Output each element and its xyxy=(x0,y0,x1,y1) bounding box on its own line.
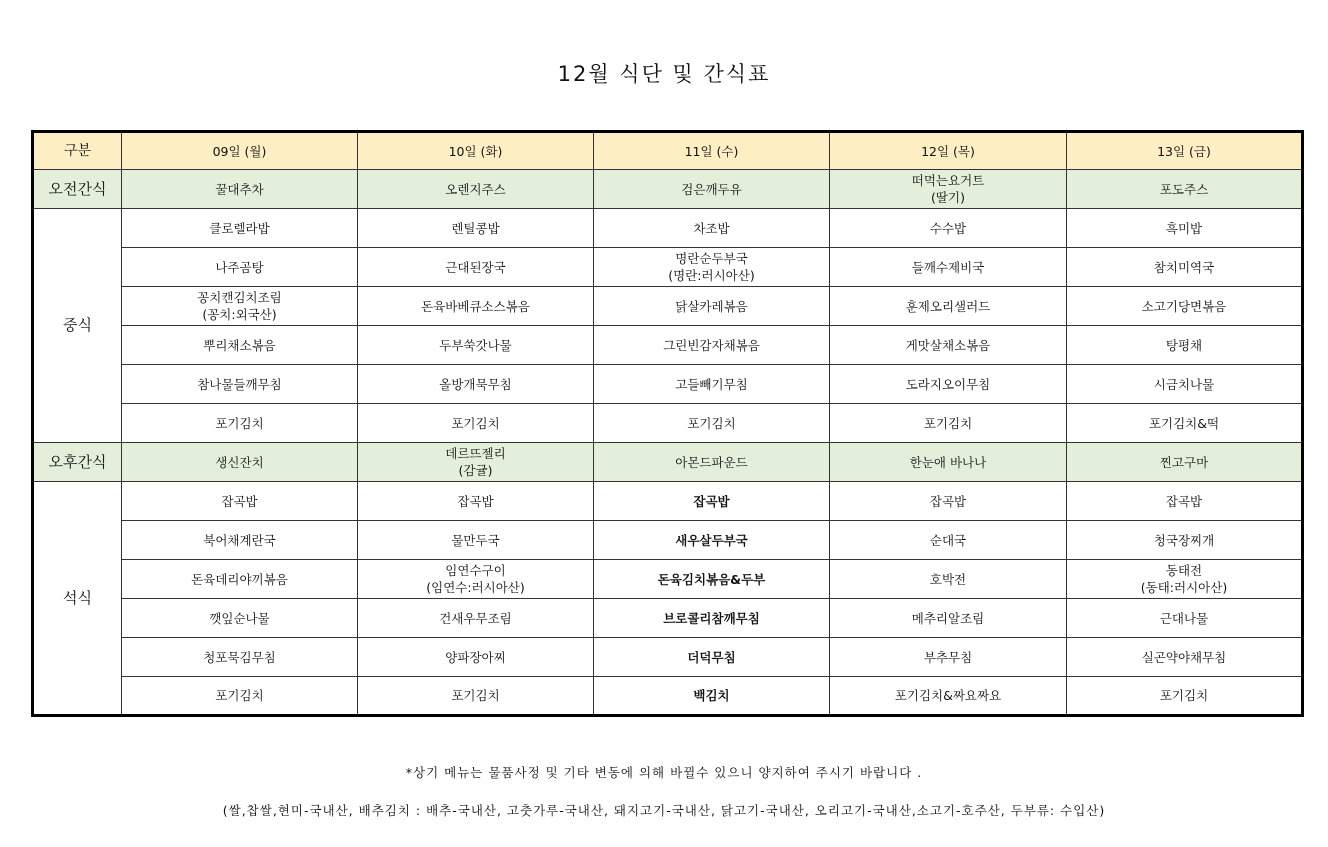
menu-cell xyxy=(830,443,1067,482)
menu-cell xyxy=(830,404,1067,443)
menu-cell xyxy=(830,521,1067,560)
table-row xyxy=(33,599,1303,638)
menu-cell xyxy=(358,248,594,287)
menu-cell xyxy=(594,326,830,365)
menu-cell xyxy=(122,170,358,209)
menu-item-name: 새우살두부국 xyxy=(675,532,748,548)
table-row xyxy=(33,521,1303,560)
menu-item-note: (임연수:러시아산) xyxy=(426,580,525,595)
menu-cell xyxy=(1067,170,1303,209)
menu-item-name: 더덕무침 xyxy=(687,649,736,665)
menu-item-name: 포기김치&짜요짜요 xyxy=(894,688,1002,703)
menu-cell xyxy=(1067,560,1303,599)
menu-cell xyxy=(594,638,830,677)
menu-cell xyxy=(1067,638,1303,677)
menu-item-name: 그린빈감자채볶음 xyxy=(663,337,760,353)
origin-text: (쌀,찹쌀,현미-국내산, 배추김치 : 배추-국내산, 고춧가루-국내산, 돼지고기-국내산, 닭고기-국내산, 오리고기-국내산,소고기-호주산, 두부류: 수입산) xyxy=(222,803,1106,818)
menu-cell xyxy=(358,638,594,677)
menu-cell xyxy=(358,599,594,638)
menu-cell xyxy=(358,482,594,521)
table-row xyxy=(33,482,1303,521)
menu-cell xyxy=(122,521,358,560)
menu-cell xyxy=(1067,521,1303,560)
category-afternoon-snack: 오후간식 xyxy=(33,443,122,482)
menu-item-name: 참나물들깨무침 xyxy=(197,376,282,392)
menu-item-name: 부추무침 xyxy=(923,649,973,665)
menu-item-name: 뿌리채소볶음 xyxy=(203,337,276,353)
notice-text: *상기 메뉴는 물품사정 및 기타 변동에 의해 바뀔수 있으니 양지하여 주시기 바랍니다 . xyxy=(405,765,923,780)
menu-item-name: 두부쑥갓나물 xyxy=(439,337,512,353)
menu-item-name: 명란순두부국 xyxy=(675,251,748,266)
menu-item-name: 꿀대추차 xyxy=(215,181,264,197)
menu-cell xyxy=(358,287,594,326)
menu-item-name: 청포묵김무침 xyxy=(203,649,276,665)
menu-cell xyxy=(358,521,594,560)
menu-cell xyxy=(830,560,1067,599)
menu-item-name: 근대나물 xyxy=(1159,610,1209,626)
menu-item-name: 물만두국 xyxy=(451,532,500,548)
menu-item-name: 돈육바베큐소스볶음 xyxy=(421,298,530,314)
category-lunch: 중식 xyxy=(33,209,122,443)
menu-item-name: 오렌지주스 xyxy=(445,181,506,197)
menu-item-name: 생신잔치 xyxy=(215,454,264,470)
menu-cell xyxy=(594,521,830,560)
menu-item-name: 고들빼기무침 xyxy=(675,376,748,392)
menu-table xyxy=(31,130,1304,717)
menu-cell xyxy=(830,365,1067,404)
menu-cell xyxy=(122,248,358,287)
menu-item-name: 도라지오이무침 xyxy=(905,376,991,392)
menu-cell xyxy=(594,170,830,209)
table-row xyxy=(33,326,1303,365)
menu-cell xyxy=(830,209,1067,248)
page-title: 12월 식단 및 간식표 xyxy=(557,62,771,86)
menu-item-name: 돈육김치볶음&두부 xyxy=(657,571,766,587)
menu-item-name: 차조밥 xyxy=(693,220,730,236)
menu-cell xyxy=(1067,287,1303,326)
menu-item-name: 한눈애 바나나 xyxy=(909,454,987,470)
menu-item-name: 메추리알조림 xyxy=(911,610,985,626)
header-day-3: 11일 (수) xyxy=(594,132,830,170)
menu-item-name: 포기김치 xyxy=(215,415,264,431)
table-header-row xyxy=(33,132,1303,170)
menu-cell xyxy=(122,287,358,326)
menu-cell xyxy=(122,404,358,443)
menu-cell xyxy=(1067,365,1303,404)
menu-item-name: 잡곡밥 xyxy=(693,493,730,509)
menu-cell xyxy=(122,560,358,599)
menu-item-name: 브로콜리참깨무침 xyxy=(663,610,760,626)
menu-cell xyxy=(122,638,358,677)
menu-cell xyxy=(122,482,358,521)
menu-item-name: 청국장찌개 xyxy=(1153,532,1215,548)
menu-item-name: 수수밥 xyxy=(929,220,967,236)
menu-item-name: 양파장아찌 xyxy=(445,649,506,665)
menu-cell xyxy=(358,209,594,248)
menu-cell xyxy=(830,677,1067,716)
menu-item-name: 북어채계란국 xyxy=(203,532,276,548)
menu-item-name: 근대된장국 xyxy=(445,259,506,275)
menu-cell xyxy=(358,365,594,404)
menu-item-name: 잡곡밥 xyxy=(457,493,494,509)
menu-item-note: (감귤) xyxy=(458,463,493,478)
menu-item-name: 들깨수제비국 xyxy=(911,259,985,275)
menu-cell xyxy=(1067,209,1303,248)
menu-cell xyxy=(1067,599,1303,638)
menu-item-note: (꽁치:외국산) xyxy=(202,307,277,322)
menu-item-name: 잡곡밥 xyxy=(1165,493,1203,509)
menu-cell xyxy=(122,599,358,638)
menu-item-name: 나주곰탕 xyxy=(215,259,264,275)
header-day-4: 12일 (목) xyxy=(830,132,1067,170)
menu-item-name: 포기김치 xyxy=(451,688,500,703)
category-morning-snack: 오전간식 xyxy=(33,170,122,209)
menu-cell xyxy=(594,560,830,599)
menu-item-name: 순대국 xyxy=(929,532,967,548)
table-row xyxy=(33,248,1303,287)
menu-cell xyxy=(358,326,594,365)
menu-item-name: 닭살카레볶음 xyxy=(675,298,748,314)
menu-item-name: 올방개묵무침 xyxy=(439,376,512,392)
menu-cell xyxy=(358,560,594,599)
menu-cell xyxy=(122,443,358,482)
menu-cell xyxy=(1067,482,1303,521)
menu-item-name: 포기김치 xyxy=(451,415,500,431)
menu-cell xyxy=(594,404,830,443)
menu-cell xyxy=(594,287,830,326)
menu-cell xyxy=(1067,404,1303,443)
menu-cell xyxy=(122,326,358,365)
menu-item-note: (명란:러시아산) xyxy=(668,268,755,283)
menu-cell xyxy=(830,599,1067,638)
table-row xyxy=(33,404,1303,443)
table-row xyxy=(33,287,1303,326)
menu-item-name: 실곤약야채무침 xyxy=(1141,649,1227,665)
menu-cell xyxy=(594,443,830,482)
header-day-2: 10일 (화) xyxy=(358,132,594,170)
menu-item-name: 찐고구마 xyxy=(1159,454,1209,470)
menu-item-name: 포기김치 xyxy=(1159,688,1209,703)
menu-item-name: 포기김치&떡 xyxy=(1148,415,1220,431)
menu-cell xyxy=(594,482,830,521)
menu-cell xyxy=(594,209,830,248)
menu-item-name: 포기김치 xyxy=(923,415,973,431)
header-day-1: 09일 (월) xyxy=(122,132,358,170)
menu-item-name: 아몬드파운드 xyxy=(675,454,748,470)
menu-item-name: 돈육데리야끼볶음 xyxy=(191,571,288,587)
menu-cell xyxy=(594,365,830,404)
menu-item-name: 포기김치 xyxy=(215,688,264,703)
menu-item-name: 포기김치 xyxy=(687,415,736,431)
table-row xyxy=(33,365,1303,404)
table-row xyxy=(33,638,1303,677)
menu-cell xyxy=(594,248,830,287)
menu-cell xyxy=(122,677,358,716)
menu-item-name: 포도주스 xyxy=(1159,181,1209,197)
header-day-5: 13일 (금) xyxy=(1067,132,1303,170)
menu-item-name: 동태전 xyxy=(1165,563,1203,578)
menu-item-name: 호박전 xyxy=(929,571,967,587)
menu-cell xyxy=(122,365,358,404)
menu-item-name: 클로렐라밥 xyxy=(209,220,270,236)
table-row xyxy=(33,560,1303,599)
menu-cell xyxy=(830,326,1067,365)
afternoon-snack-row xyxy=(33,443,1303,482)
menu-cell xyxy=(1067,248,1303,287)
menu-item-name: 소고기당면볶음 xyxy=(1141,298,1227,314)
menu-cell xyxy=(122,209,358,248)
table-row xyxy=(33,209,1303,248)
menu-item-name: 검은깨두유 xyxy=(681,181,742,197)
menu-item-name: 떠먹는요거트 xyxy=(911,173,985,188)
menu-cell xyxy=(830,248,1067,287)
menu-cell xyxy=(830,482,1067,521)
menu-cell xyxy=(358,443,594,482)
menu-item-name: 시금치나물 xyxy=(1153,376,1215,392)
menu-cell xyxy=(594,599,830,638)
menu-item-name: 건새우무조림 xyxy=(439,610,512,626)
menu-cell xyxy=(830,287,1067,326)
menu-item-name: 임연수구이 xyxy=(445,563,506,578)
menu-item-note: (동태:러시아산) xyxy=(1140,580,1228,595)
menu-item-name: 흑미밥 xyxy=(1165,220,1203,236)
menu-item-name: 훈제오리샐러드 xyxy=(905,298,991,314)
menu-item-name: 게맛살채소볶음 xyxy=(905,337,991,353)
menu-cell xyxy=(830,170,1067,209)
menu-cell xyxy=(358,677,594,716)
category-dinner: 석식 xyxy=(33,482,122,716)
menu-cell xyxy=(1067,677,1303,716)
menu-item-name: 깻잎순나물 xyxy=(209,610,270,626)
menu-item-name: 렌틸콩밥 xyxy=(451,220,500,236)
menu-item-name: 참치미역국 xyxy=(1153,259,1215,275)
menu-item-name: 백김치 xyxy=(693,688,730,703)
menu-item-name: 잡곡밥 xyxy=(929,493,967,509)
header-category: 구분 xyxy=(33,132,122,170)
menu-item-name: 데르뜨젤리 xyxy=(445,446,506,461)
menu-cell xyxy=(830,638,1067,677)
menu-cell xyxy=(358,404,594,443)
menu-cell xyxy=(594,677,830,716)
menu-cell xyxy=(1067,443,1303,482)
menu-item-name: 잡곡밥 xyxy=(221,493,258,509)
morning-snack-row xyxy=(33,170,1303,209)
menu-cell xyxy=(1067,326,1303,365)
menu-item-note: (딸기) xyxy=(931,190,965,205)
menu-cell xyxy=(358,170,594,209)
table-row xyxy=(33,677,1303,716)
menu-item-name: 탕평채 xyxy=(1165,337,1203,353)
menu-item-name: 꽁치캔김치조림 xyxy=(197,290,282,305)
